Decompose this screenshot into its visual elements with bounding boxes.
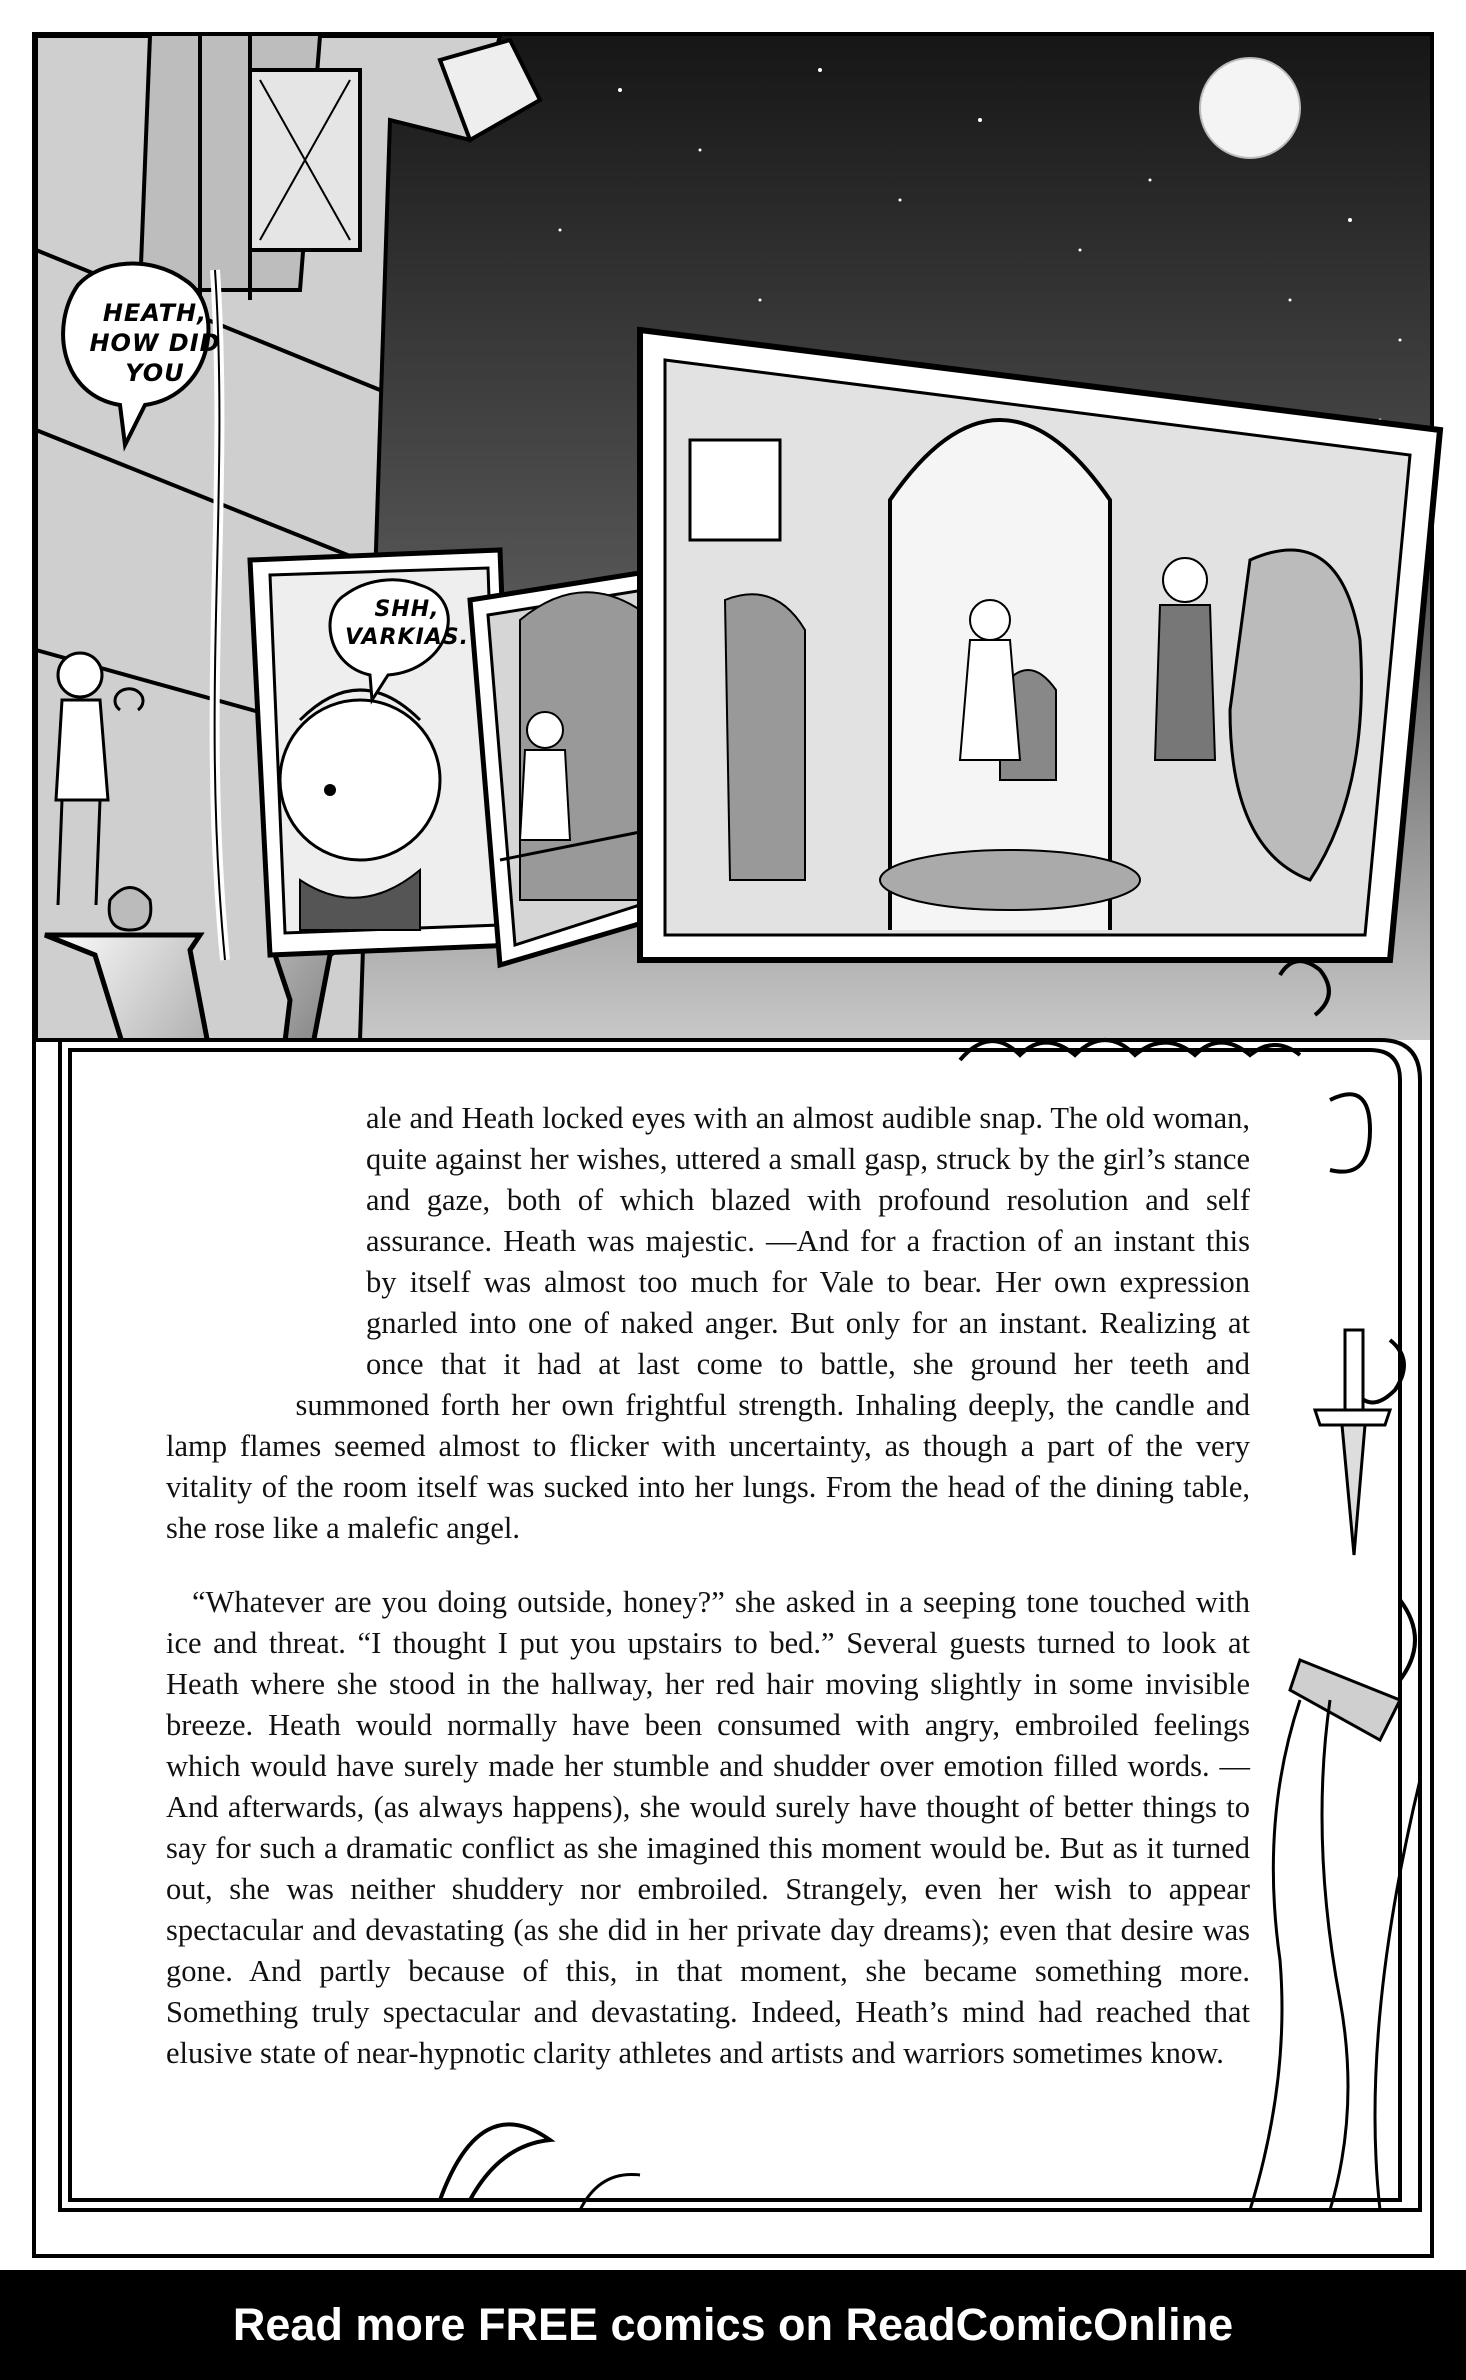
drop-cap-space: [166, 1098, 366, 1390]
moon: [1200, 58, 1300, 158]
satchel: [109, 888, 151, 931]
promo-banner[interactable]: Read more FREE comics on ReadComicOnline: [0, 2270, 1466, 2380]
story-paragraph-1: [166, 1098, 1250, 1549]
paragraph-1-text: ale and Heath locked eyes with an almost audible snap. The old woman, quite against her wishes, uttered a small gasp, struck by the girl’s stance and gaze, both of which blazed with profound resolution and self assurance. Heath was majestic. —And for a fraction of an instant this by itself was almost too much for Vale to bear. Her own expression gnarled into one of naked anger. But only for an instant. Realizing at once that it had at last come to battle, she ground her teeth and summoned forth her own frightful strength. Inhaling deeply, the candle and lamp flames seemed almost to flicker with uncertainty, as though a part of the very vitality of the room itself was sucked into her lungs. From the head of the dining table, she rose like a malefic angel.: [166, 1101, 1250, 1545]
left-bubble-text: HEATH, HOW DID YOU: [89, 299, 221, 387]
center-bubble-text: SHH, VARKIAS.: [345, 597, 469, 650]
panel-3: [640, 330, 1440, 960]
story-paragraph-2: [166, 1582, 1250, 2074]
paragraph-2-text: “Whatever are you doing outside, honey?” she asked in a seeping tone touched with ice and threat. “I thought I put you upstairs to bed.” Several guests turned to look at Heath where she stood in the hallway, her red hair moving slightly in some invisible breeze. Heath would normally have been consumed with angry, embroiled feelings which would have surely made her stumble and shudder over emotion filled words. —And afterwards, (as always happens), she would surely have thought of better things to say for such a dramatic conflict as she imagined this moment would be. But as it turned out, she was neither shuddery nor embroiled. Strangely, even her wish to appear spectacular and devastating (as she did in her private day dreams); even that desire was gone. And partly because of this, in that moment, she became something more. Something truly spectacular and devastating. Indeed, Heath’s mind had reached that elusive state of near-hypnotic clarity athletes and artists and warriors sometimes know.: [166, 1585, 1250, 2070]
